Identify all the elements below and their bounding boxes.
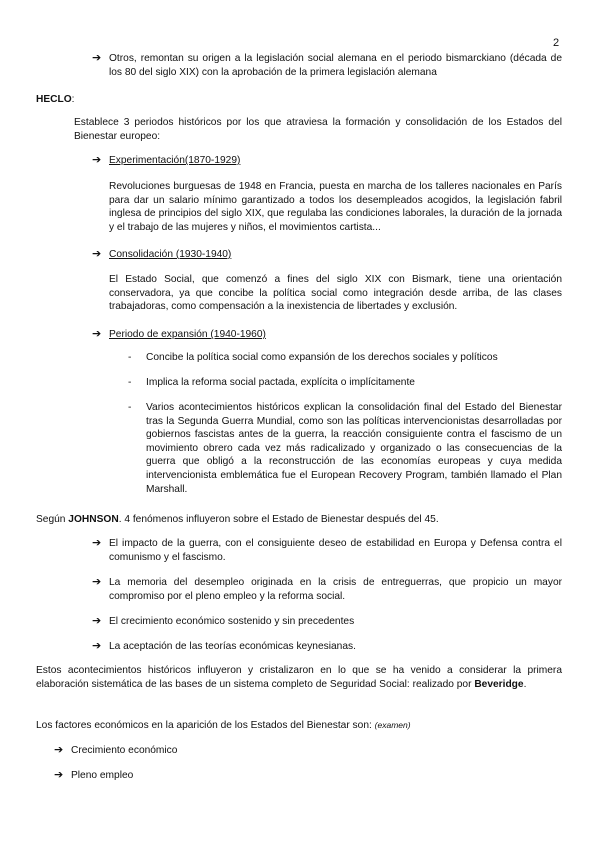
- factor-item-1-text: Crecimiento económico: [71, 745, 178, 756]
- period-3-item-2: Implica la reforma social pactada, explícita o implícitamente: [146, 377, 415, 388]
- arrow-icon: ➔: [54, 744, 64, 756]
- period-1-text: Revoluciones burguesas de 1948 en Francia, puesta en marcha de los talleres nacionales en París para dar un salario mínimo garantizado a todos los desempleados acogidos, la legislación fabril inglesa de principios del siglo XIX, que regulaba las condiciones laborales, la duración de la jornada y el trabajo de las mujeres y niños, el movimientos cartista...: [109, 181, 562, 233]
- heclo-heading: [36, 93, 75, 107]
- johnson-item-3-text: El crecimiento económico sostenido y sin precedentes: [109, 616, 355, 627]
- factor-item-2-text: Pleno empleo: [71, 770, 134, 781]
- beveridge-text: Estos acontecimientos históricos influyeron y cristalizaron en lo que se ha venido a considerar la primera elaboración sistemática de las bases de un sistema completo de Seguridad Social: realizado por: [36, 665, 562, 690]
- arrow-icon: ➔: [54, 769, 64, 781]
- dash-icon: -: [128, 352, 132, 363]
- arrow-icon: ➔: [92, 154, 102, 166]
- factors-intro: [36, 719, 562, 733]
- johnson-name: JOHNSON: [68, 514, 119, 525]
- beveridge-name: Beveridge: [474, 678, 524, 690]
- johnson-item-1-text: El impacto de la guerra, con el consiguiente deseo de estabilidad en Europa y Defensa contra el comunismo y el fascismo.: [109, 538, 562, 563]
- heclo-colon: :: [71, 94, 75, 105]
- period-3-item-1: Concibe la política social como expansión de los derechos sociales y políticos: [146, 352, 498, 363]
- arrow-icon: ➔: [92, 537, 102, 549]
- intro-bullet-text: Otros, remontan su origen a la legislación social alemana en el periodo bismarckiano (década de los 80 del siglo XIX) con la aprobación de la primera legislación alemana: [109, 53, 562, 78]
- period-3-item-3: Varios acontecimientos históricos explican la consolidación final del Estado del Bienestar tras la Segunda Guerra Mundial, como son las políticas intervencionistas desarrolladas por gobiernos fascistas antes de la guerra, la reacción consiguiente contra el fascismo de un movimiento obrero cada vez más radicalizado y organizado o las consecuencias de la guerra que obligó a la reconstrucción de las economías europeas y cuya medida intervencionista emblemática fue el European Recovery Program, también llamado el Plan Marshall.: [146, 402, 562, 495]
- johnson-suffix: . 4 fenómenos influyeron sobre el Estado de Bienestar después del 45.: [118, 514, 439, 525]
- dash-icon: -: [128, 377, 132, 388]
- arrow-icon: ➔: [92, 576, 102, 588]
- beveridge-paragraph: [36, 664, 562, 691]
- johnson-item-2-text: La memoria del desempleo originada en la crisis de entreguerras, que propicio un mayor compromiso por el pleno empleo y la reforma social.: [109, 577, 562, 602]
- johnson-prefix: Según: [36, 514, 69, 525]
- heclo-name: HECLO: [36, 94, 72, 105]
- johnson-intro: [36, 513, 562, 527]
- period-1-title: Experimentación(1870-1929): [109, 155, 241, 166]
- johnson-item-4-text: La aceptación de las teorías económicas keynesianas.: [109, 641, 356, 652]
- arrow-icon: ➔: [92, 52, 102, 64]
- period-3-title: Periodo de expansión (1940-1960): [109, 329, 266, 340]
- arrow-icon: ➔: [92, 248, 102, 260]
- factors-intro-text: Los factores económicos en la aparición de los Estados del Bienestar son:: [36, 720, 375, 731]
- period-2-title: Consolidación (1930-1940): [109, 249, 232, 260]
- exam-note: (examen): [374, 720, 411, 730]
- arrow-icon: ➔: [92, 615, 102, 627]
- page-number: 2: [553, 37, 560, 49]
- dash-icon: -: [128, 402, 132, 413]
- beveridge-end: .: [523, 678, 527, 690]
- heclo-intro: Establece 3 periodos históricos por los que atraviesa la formación y consolidación de los Estados del Bienestar europeo:: [74, 117, 562, 142]
- arrow-icon: ➔: [92, 640, 102, 652]
- period-2-text: El Estado Social, que comenzó a fines del siglo XIX con Bismark, tiene una orientación conservadora, ya que concibe la política social como integración desde arriba, de las clases trabajadoras, como compensación a la inexistencia de libertades y exclusión.: [109, 274, 562, 313]
- arrow-icon: ➔: [92, 328, 102, 340]
